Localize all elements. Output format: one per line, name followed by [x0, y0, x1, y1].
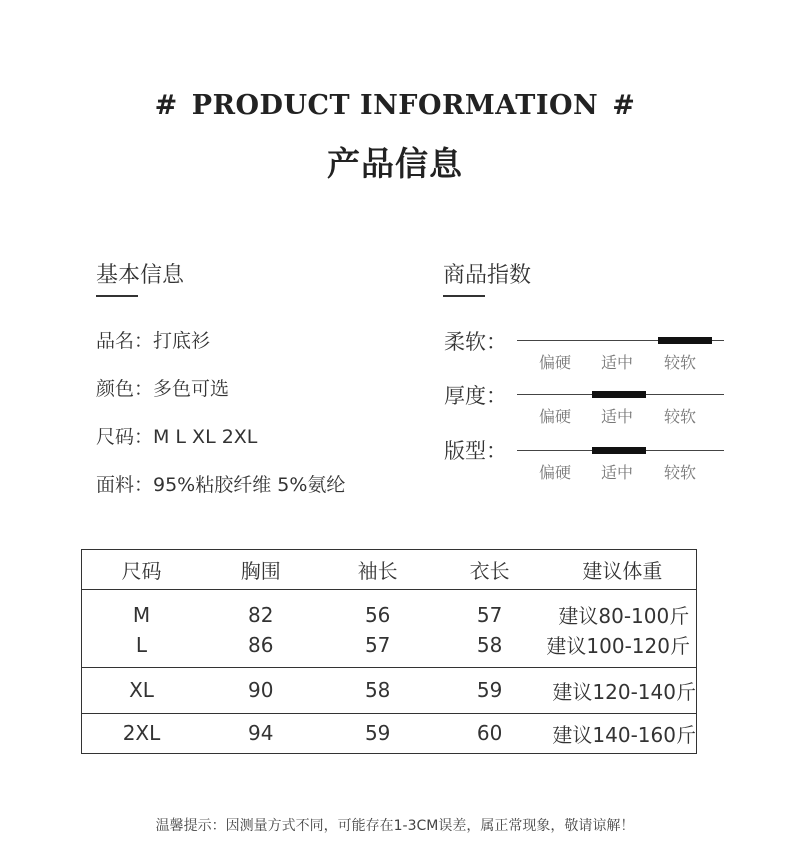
- index-option-soft: 较软: [664, 407, 697, 426]
- table-cell: 建议140-160斤: [552, 722, 696, 747]
- info-line-color: 颜色：多色可选: [96, 378, 230, 400]
- index-label-fit: 版型：: [444, 439, 507, 463]
- basic-info-title: [96, 258, 184, 289]
- table-cell: XL: [82, 667, 202, 713]
- table-header-size: 尺码: [82, 550, 202, 590]
- table-cell: 2XL: [122, 721, 161, 745]
- table-header-length: 衣长: [435, 550, 544, 590]
- table-cell: 建议100-120斤: [544, 629, 696, 667]
- info-line-fabric: 面料：95%粘胶纤维 5%氨纶: [96, 474, 346, 496]
- index-marker-softness: [658, 337, 712, 344]
- table-header-sleeve: 袖长: [320, 550, 434, 590]
- info-line-name: 品名：打底衫: [96, 330, 211, 352]
- table-cell: 59: [435, 667, 544, 713]
- footnote-tip: 温馨提示：因测量方式不同，可能存在1-3CM误差，属正常现象，敬请谅解！: [155, 818, 635, 834]
- index-label-thickness: 厚度：: [444, 384, 507, 408]
- info-line-size: 尺码：M L XL 2XL: [96, 426, 258, 448]
- title-cn-text: 产品信息: [327, 144, 463, 183]
- product-index-title-text: 商品指数: [443, 263, 532, 288]
- page-title-en: [0, 90, 790, 121]
- table-row: [82, 667, 697, 713]
- index-option-hard: 偏硬: [539, 353, 572, 372]
- product-index-underline: [443, 295, 485, 297]
- hash-right: #: [612, 90, 636, 121]
- table-cell: 57: [476, 602, 503, 627]
- size-table: [81, 549, 697, 754]
- index-option-soft: 较软: [664, 353, 697, 372]
- basic-info-title-text: 基本信息: [96, 263, 185, 288]
- table-cell: 94: [247, 721, 274, 745]
- hash-left: #: [154, 90, 178, 121]
- page-title-cn: [327, 138, 463, 185]
- index-option-hard: 偏硬: [539, 463, 572, 482]
- table-cell: 58: [435, 629, 544, 667]
- table-cell: L: [82, 629, 202, 667]
- title-en-text: PRODUCT INFORMATION: [191, 90, 599, 121]
- page-title-cn-wrap: [0, 138, 790, 185]
- table-header-row: [82, 550, 697, 590]
- table-cell: 56: [364, 602, 391, 627]
- table-cell: M: [132, 602, 151, 627]
- index-marker-fit: [592, 447, 646, 454]
- table-header-weight: 建议体重: [544, 550, 696, 590]
- product-index-title: [443, 258, 531, 289]
- table-cell: 59: [364, 721, 391, 745]
- table-cell: 86: [201, 629, 320, 667]
- basic-info-underline: [96, 295, 138, 297]
- table-row: [82, 629, 697, 667]
- index-option-soft: 较软: [664, 463, 697, 482]
- table-cell: 60: [476, 721, 503, 745]
- table-cell: 建议120-140斤: [544, 667, 696, 713]
- index-option-medium: 适中: [601, 463, 634, 482]
- table-row: [82, 590, 697, 630]
- index-option-hard: 偏硬: [539, 407, 572, 426]
- table-header-chest: 胸围: [201, 550, 320, 590]
- table-cell: 57: [320, 629, 434, 667]
- table-row: [82, 713, 697, 753]
- table-cell: 82: [247, 602, 274, 627]
- table-cell: 建议80-100斤: [558, 604, 690, 628]
- index-label-softness: 柔软：: [444, 330, 507, 354]
- index-option-medium: 适中: [601, 353, 634, 372]
- index-marker-thickness: [592, 391, 646, 398]
- table-cell: 58: [320, 667, 434, 713]
- index-option-medium: 适中: [601, 407, 634, 426]
- table-cell: 90: [201, 667, 320, 713]
